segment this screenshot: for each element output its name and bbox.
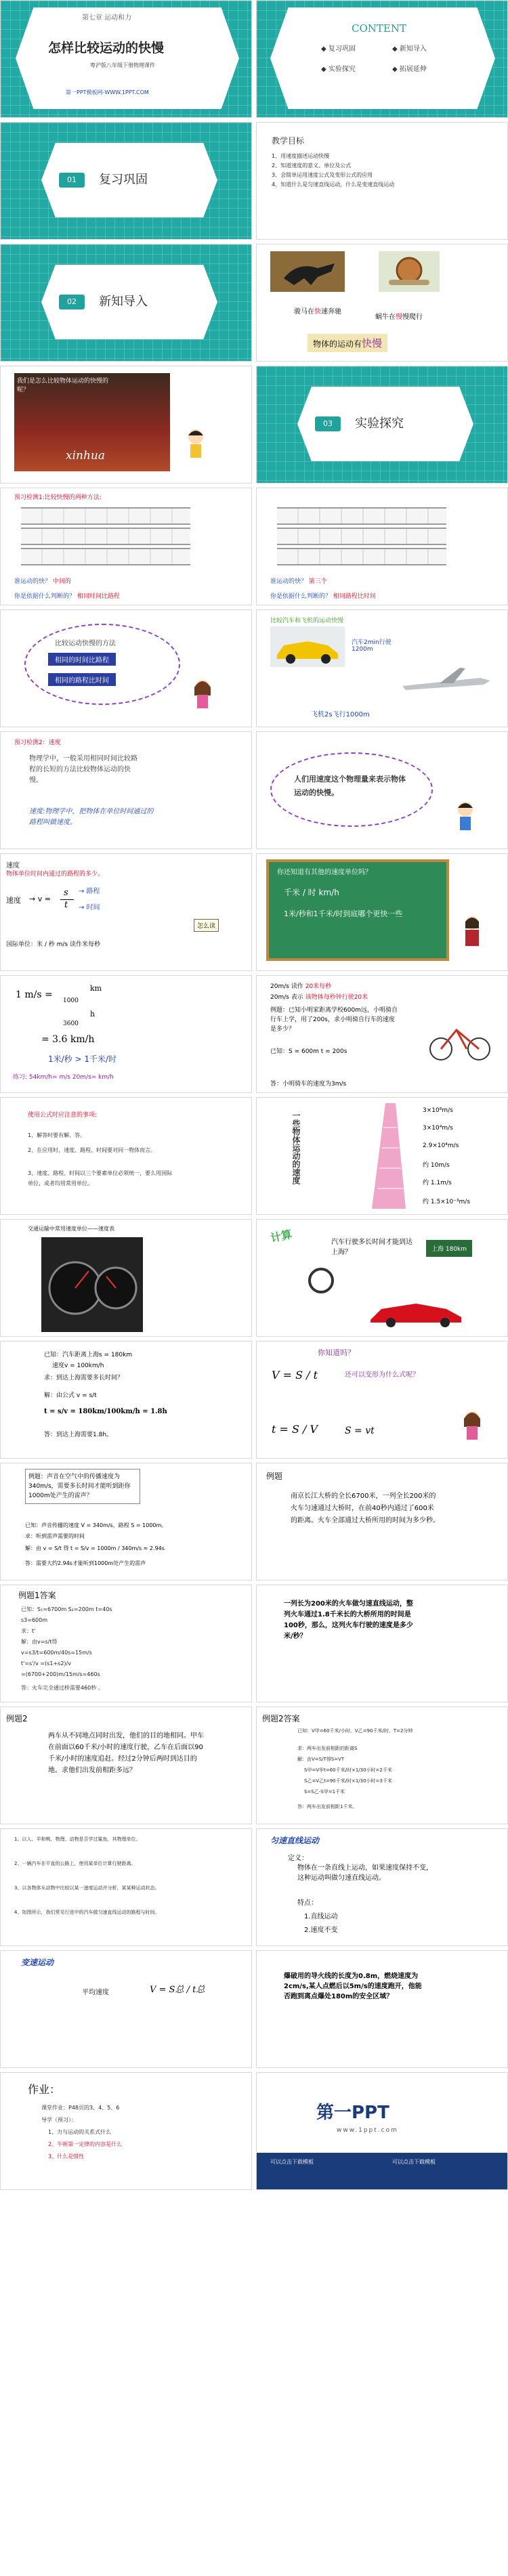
si-unit: 国际单位：米 / 秒 m/s 读作米每秒: [6, 941, 100, 948]
slide-car-plane[interactable]: [256, 609, 508, 727]
content-item-3[interactable]: ◆ 实验探究: [321, 66, 356, 73]
thunder-solution: 解：由 v = S/t 得 t = S/v = 1000m / 340m/s ≈ 2.94s: [25, 1545, 165, 1551]
conv-3600: 3600: [63, 1021, 79, 1027]
unit-kmh: 千米 / 时 km/h: [284, 888, 339, 897]
section-title: 复习巩固: [99, 173, 148, 187]
boy-icon: [453, 800, 478, 832]
slide-section-02[interactable]: [0, 244, 252, 362]
check1-q2: 你是依据什么判断的？ 相同时间比路程: [14, 593, 120, 600]
plane-image: [399, 664, 494, 705]
avg-speed-formula: V = S总 / t总: [150, 1985, 205, 1995]
exercise-2: 2、一辆汽车在平直的公路上，使用某单位计算行驶距离。: [14, 1861, 136, 1866]
slide-answer2[interactable]: [256, 1706, 508, 1824]
bike-given: 已知：S = 600m t = 200s: [270, 1048, 347, 1055]
solution-step: 解：由公式 v = s/t: [44, 1392, 97, 1399]
plane-caption: 飞机2s飞行1000m: [311, 711, 370, 718]
speed-snail: 约 1.5×10⁻³m/s: [423, 1199, 471, 1205]
speed-label: 速度: [6, 862, 20, 870]
bridge-heading: 例题: [266, 1472, 283, 1481]
slide-exercises[interactable]: [0, 1828, 252, 1946]
formula-t: t: [64, 900, 68, 910]
slide-notes[interactable]: [0, 1097, 252, 1215]
speed-definition: 速度:物理学中，把物体在单位时间通过的路程叫做速度。: [29, 808, 154, 826]
means: 20m/s 表示 该物体每秒钟行驶20米: [270, 994, 368, 1001]
solution-given: 已知：汽车距离上海s = 180km: [44, 1352, 133, 1358]
car-plane-title: 比较汽车和飞机的运动快慢: [270, 618, 344, 624]
fuse-problem: 爆破用的导火线的长度为0.8m，燃烧速度为2cm/s,某人点燃后以5m/s的速度跑开，他能否跑到离点爆处180m的安全区域？: [284, 1973, 422, 2000]
slide-homework[interactable]: [0, 2072, 252, 2190]
slide-example-bike[interactable]: [256, 975, 508, 1093]
units-compare: 1米/秒和1千米/时到底哪个更快一些: [284, 909, 403, 918]
formula-s: s: [64, 888, 68, 898]
snail-caption: 蜗牛在慢慢爬行: [375, 314, 423, 321]
content-item-2[interactable]: ◆ 新知导入: [392, 45, 427, 53]
uniform-heading: 匀速直线运动: [270, 1836, 320, 1845]
objective-3: 3、会简单运用速度公式及变形公式的应用: [272, 172, 373, 178]
speedometer-image: [41, 1237, 143, 1332]
speedometer-caption: 交通运输中常用速度单位——速度表: [28, 1226, 114, 1232]
slide-section-01[interactable]: [0, 122, 252, 240]
homework-1: 课堂作业：P48页的3、4、5、6: [41, 2105, 120, 2111]
time-label: → 时间: [79, 904, 100, 911]
variant-question: 还可以变形为什么式呢？: [345, 1371, 419, 1379]
section-title: 实验探究: [355, 416, 404, 431]
ad-url: www.1ppt.com: [337, 2127, 398, 2134]
slide-speedometer[interactable]: [0, 1219, 252, 1337]
speed-ladder-image: [358, 1100, 419, 1212]
motion-question: 物体的运动有快慢: [308, 334, 387, 352]
check2-body: 物理学中，一般采用相同时间比较路程的长短的方法比较物体运动的快慢。: [29, 755, 137, 784]
bike-example: 例题：已知小明家距离学校600m远，小明骑自行车上学，用了200s，求小明骑自行车的速度是多少？: [270, 1007, 398, 1033]
objective-2: 2、知道速度的意义、单位及公式: [272, 163, 352, 169]
example2-body: 两车从不同地点同时出发，他们的目的地相同。甲车在前面以60千米/小时的速度行驶，乙车在后面以90千米/小时的速度追赶。经过2分钟后两时到达目的地。求他们出发前相距多远？: [48, 1732, 204, 1774]
horse-image: [270, 251, 345, 292]
note-2: 2、在应用时，速度、路程、时间要对同一物体而言。: [28, 1147, 156, 1153]
answer2-line1: 已知：V甲=60千米/小时，V乙=90千米/时，T=2分钟: [297, 1728, 413, 1734]
slide-content[interactable]: [256, 0, 508, 118]
uniform-def-label: 定义：: [288, 1855, 308, 1862]
subtitle: 粤沪版八年级下册物理课件: [90, 62, 155, 68]
answer1-line6: t'=s'/v =(s1+s2)/v: [21, 1660, 71, 1667]
check1-q1: 谁运动的快？ 中间的: [14, 578, 71, 585]
objective-1: 1、用速度描述运动快慢: [272, 153, 330, 159]
conv-compare: 1米/秒 > 1千米/时: [48, 1054, 117, 1064]
speed-walk: 约 1.1m/s: [423, 1180, 452, 1186]
formula-v: V = S / t: [272, 1369, 318, 1381]
conv-result: = 3.6 km/h: [41, 1034, 95, 1045]
section-number: 03: [315, 416, 341, 431]
answer1-heading: 例题1答案: [18, 1591, 56, 1600]
formula-s-variant: S = vt: [345, 1425, 375, 1436]
section-number: 02: [59, 295, 85, 309]
notes-heading: 使用公式时应注意的事项:: [28, 1112, 98, 1119]
speed-word: 速度: [6, 896, 21, 905]
check2-heading: 预习检测2：速度: [14, 739, 61, 746]
answer1-line3: 求：t': [21, 1628, 36, 1634]
conv-exercise: 练习: 54km/h= m/s 20m/s= km/h: [13, 1074, 114, 1081]
slide-uniform-motion[interactable]: [256, 1828, 508, 1946]
objective-4: 4、知道什么是匀速直线运动，什么是变速直线运动: [272, 181, 395, 188]
red-car-image: [365, 1294, 467, 1328]
avg-speed-label: 平均速度: [82, 1989, 109, 1996]
homework-2: 导学（预习）：: [41, 2117, 77, 2123]
snail-image: [379, 251, 440, 292]
slide-check1[interactable]: [0, 488, 252, 605]
solution-answer: 答：到达上海需要1.8h。: [44, 1432, 113, 1438]
calc-label: 计算: [269, 1227, 293, 1245]
bike-answer: 答：小明骑车的速度为3m/s: [270, 1081, 347, 1088]
slide-speed-bubble[interactable]: [256, 731, 508, 849]
ad-logo: 第一PPT: [316, 2103, 389, 2123]
bridge-body: 南京长江大桥的全长6700米，一列全长200米的火车匀速通过大桥时，在前40秒内通过了600米的距离。火车全部通过大桥所用的时间为多少秒。: [291, 1493, 440, 1524]
answer2-heading: 例题2答案: [262, 1714, 300, 1723]
slide-units[interactable]: [256, 853, 508, 971]
uniform-feat-label: 特点：: [297, 1899, 318, 1907]
answer1-line8: 答：火车完全通过桥需要460秒 。: [21, 1685, 104, 1691]
answer2-line6: S=S乙-S甲=1千米: [304, 1789, 345, 1795]
know-question: 你知道吗？: [318, 1348, 355, 1357]
conv-h: h: [90, 1010, 96, 1018]
answer2-line5: S乙=V乙t=90千米/时×1/30小时=3千米: [304, 1778, 392, 1784]
check1-heading: 预习检测1:比较快慢的两种方法:: [14, 494, 102, 501]
speed-earth: 3×10⁴m/s: [423, 1125, 453, 1132]
exercise-3: 3、以各物体从动物中比较以某一速度运动并分析，某某种运动状态。: [14, 1885, 160, 1891]
answer1-line1: 已知：S₁=6700m S₂=200m t=40s: [21, 1606, 112, 1612]
content-item-4[interactable]: ◆ 拓展延伸: [392, 66, 427, 73]
speed-car: 约 10m/s: [423, 1162, 450, 1169]
site-label: 第一PPT模板网-WWW.1PPT.COM: [66, 89, 149, 95]
slide-ad[interactable]: [256, 2072, 508, 2190]
variable-heading: 变速运动: [21, 1958, 54, 1967]
method-2: 相同的路程比时间: [48, 673, 116, 686]
slide-shanghai-solution[interactable]: [0, 1341, 252, 1459]
uniform-feat-1: 1.直线运动: [304, 1913, 338, 1920]
slide-objectives[interactable]: [256, 122, 508, 240]
note-3: 3、速度、路程、时间以三个要素单位必须统一，要么用国际单位，或者均用常用单位。: [28, 1170, 173, 1186]
thunder-example: 例题：声音在空气中的传播速度为340m/s，需要多长时间才能听到距你1000m处产生的雷声？: [25, 1469, 140, 1504]
slide-fast-slow[interactable]: [256, 244, 508, 362]
hurdles-question: 我们是怎么比较物体运动的快慢的呢？: [17, 378, 109, 393]
objectives-heading: 教学目标: [272, 136, 305, 146]
exercise-4: 4、如图所示，我们常见行进中的汽车做匀速直线运动的路程与时间。: [14, 1910, 160, 1915]
girl-icon: [190, 678, 215, 710]
solution-result: t = s/v = 180km/100km/h = 1.8h: [44, 1408, 167, 1415]
slide-calc-shanghai[interactable]: [256, 1219, 508, 1337]
slide-bridge-example[interactable]: [256, 1463, 508, 1581]
slide-speed-formula[interactable]: [0, 853, 252, 971]
method-1: 相同的时间比路程: [48, 653, 116, 666]
chapter-label: 第七章 运动和力: [82, 14, 132, 22]
answer2-line2: 求：两车出发前相距的距离S: [297, 1746, 358, 1751]
thunder-answer: 答：需要大约2.94s才能听到1000m处产生的雷声: [25, 1560, 146, 1566]
slide-answer1[interactable]: [0, 1585, 252, 1702]
section-number: 01: [59, 173, 85, 188]
speed-bubble-text: 人们用速度这个物理量来表示物体运动的快慢。: [294, 775, 406, 797]
units-question: 你还知道有其他的速度单位吗？: [277, 869, 372, 876]
speed-orbit: 2.9×10⁴m/s: [423, 1142, 459, 1149]
bicycle-image: [426, 1016, 494, 1064]
slide-section-03[interactable]: [256, 366, 508, 484]
slide-thunder[interactable]: [0, 1463, 252, 1581]
conv-lhs: 1 m/s =: [16, 989, 53, 1000]
ad-footer-left[interactable]: 可以点击下载模板: [270, 2159, 314, 2165]
slide-conversion[interactable]: [0, 975, 252, 1093]
uniform-def: 物体在一条直线上运动，如果速度保持不变，这种运动叫做匀速直线运动。: [297, 1864, 433, 1882]
slide-title-text: 怎样比较运动的快慢: [48, 41, 165, 56]
steering-wheel-image: [304, 1267, 338, 1294]
slide-fuse-problem[interactable]: [256, 1950, 508, 2068]
exercise-1: 1、以人、羊和鸭，物理、动物是否学过鲨鱼，其物理单位。: [14, 1837, 141, 1842]
slide-variable-motion[interactable]: [0, 1950, 252, 2068]
car-caption: 汽车2min行驶1200m: [352, 639, 391, 653]
solution-speed: 速度v = 100km/h: [52, 1362, 104, 1369]
uniform-feat-2: 2.速度不变: [304, 1927, 338, 1934]
ladder-side-text: 一些物体运动的速度: [291, 1111, 301, 1184]
methods-title: 比较运动快慢的方法: [55, 640, 116, 647]
thunder-given: 已知：声音传播的速度 V = 340m/s，路程 S = 1000m。: [25, 1522, 167, 1528]
train-problem: 一列长为200米的火车做匀速直线运动，整列火车通过1.8千米长的大桥所用的时间是100秒，那么，这列火车行驶的速度是多少米/秒？: [284, 1600, 413, 1640]
thinking-kid-icon: [184, 427, 208, 460]
note-1: 1、解答时要有解、答。: [28, 1132, 86, 1138]
conv-km: km: [90, 984, 102, 993]
calc-question: 汽车行驶多长时间才能到达上海？: [331, 1239, 412, 1256]
slide-title[interactable]: [0, 0, 252, 118]
answer1-line2: s3=600m: [21, 1617, 48, 1623]
answer2-line3: 解：由V=S/T得S=VT: [297, 1757, 345, 1762]
solution-find: 求：到达上海需要多长时间？: [44, 1375, 124, 1381]
read-as: 20m/s 读作 20米每秒: [270, 983, 332, 990]
formula-t-variant: t = S / V: [272, 1423, 318, 1436]
slide-check1b[interactable]: [256, 488, 508, 605]
answer1-line7: =(6700+200)m/15m/s=460s: [21, 1671, 100, 1677]
answer2-line7: 答：两车出发前相距1千米。: [297, 1804, 358, 1809]
slide-methods[interactable]: [0, 609, 252, 727]
horse-caption: 骏马在快速奔驰: [294, 308, 341, 316]
thunder-find: 求：听到雷声需要的时间: [25, 1533, 85, 1539]
homework-4: 2、牛顿第一定律的内容是什么: [48, 2141, 123, 2147]
slide-train-problem[interactable]: [256, 1585, 508, 1702]
check1b-q1: 谁运动的快？ 第三个: [270, 578, 327, 585]
slide-example2[interactable]: [0, 1706, 252, 1824]
content-heading: CONTENT: [352, 22, 406, 35]
slide-check2[interactable]: [0, 731, 252, 849]
slide-speed-ladder[interactable]: [256, 1097, 508, 1215]
road-label: → 路程: [79, 888, 100, 895]
ad-footer-right[interactable]: 可以点击下载模板: [392, 2159, 436, 2165]
answer2-line4: S甲=V甲t=60千米/时×1/30小时=2千米: [304, 1767, 392, 1773]
slide-do-you-know[interactable]: [256, 1341, 508, 1459]
car-image: [270, 626, 345, 667]
homework-heading: 作业：: [28, 2083, 61, 2096]
section-title: 新知导入: [99, 295, 148, 309]
homework-3: 1、力与运动的关系式什么: [48, 2129, 112, 2135]
check1b-q2: 你是依据什么判断的？ 相同路程比时间: [270, 593, 376, 600]
read-sign: 怎么读: [194, 919, 219, 932]
answer1-line5: v=s3/t=600m/40s=15m/s: [21, 1650, 92, 1656]
speed-light: 3×10⁸m/s: [423, 1107, 453, 1114]
girl-icon: [460, 1409, 484, 1442]
example2-heading: 例题2: [6, 1714, 28, 1723]
conv-1000: 1000: [63, 997, 79, 1004]
answer1-line4: 解：由v=s/t得: [21, 1639, 58, 1645]
content-item-1[interactable]: ◆ 复习巩固: [321, 45, 356, 53]
slide-hurdles[interactable]: [0, 366, 252, 484]
xinhua-watermark: xinhua: [66, 449, 106, 463]
homework-5: 3、什么是惯性: [48, 2153, 85, 2160]
speed-meaning: 物体单位时间内通过的路程的多少。: [6, 871, 104, 878]
formula-arrow: → v =: [29, 895, 51, 903]
shanghai-board: 上海 180km: [426, 1240, 472, 1257]
teacher-icon: [460, 915, 484, 947]
